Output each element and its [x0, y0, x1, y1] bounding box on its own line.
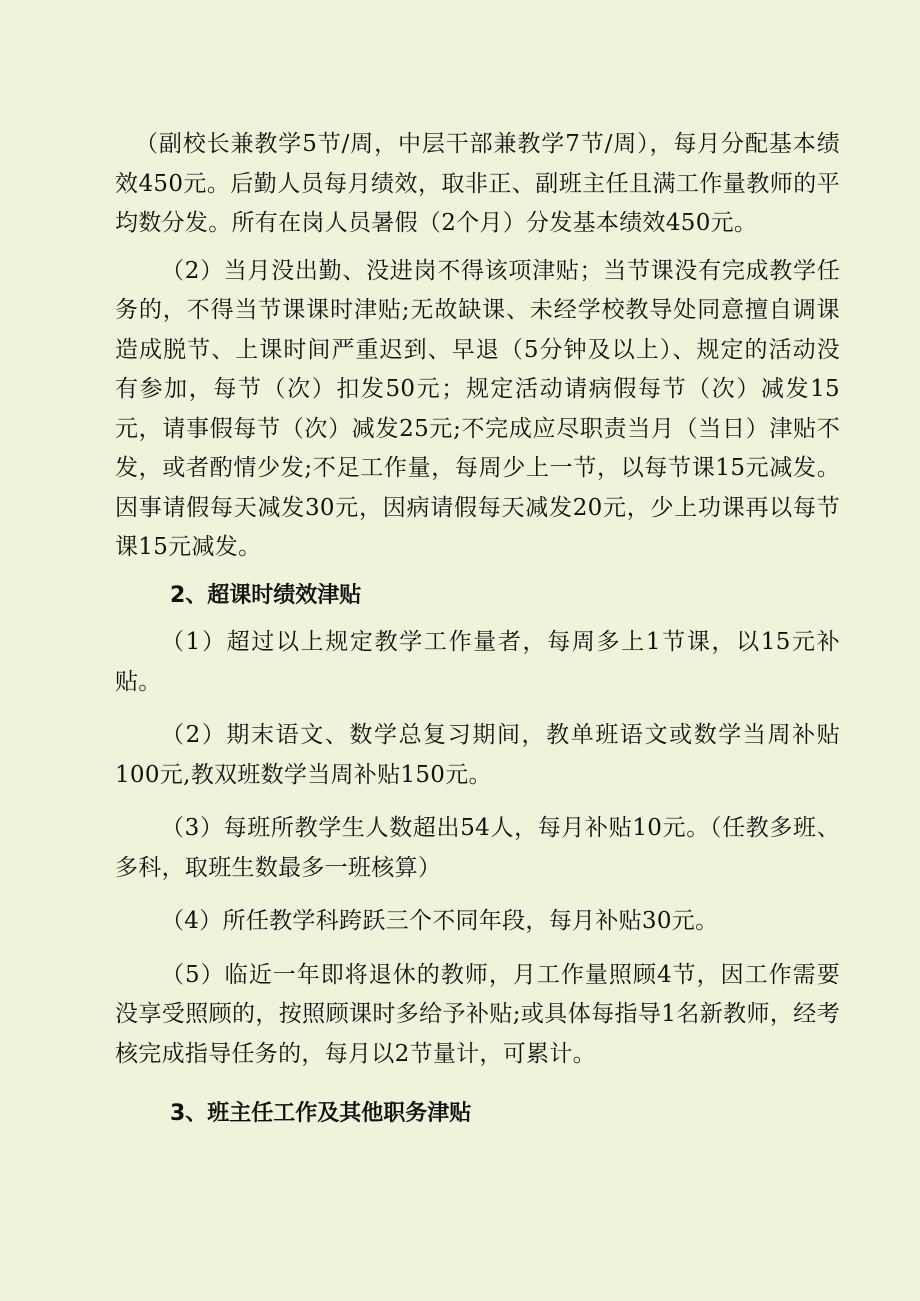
paragraph-continuation: （副校长兼教学5节/周，中层干部兼教学7节/周），每月分配基本绩效450元。后勤人员每月绩效，取非正、副班主任且满工作量教师的平均数分发。所有在岗人员暑假（2个月）分发基本绩效450元。 [115, 131, 840, 236]
paragraph-item-4: （4）所任教学科跨跃三个不同年段，每月补贴30元。 [161, 908, 719, 934]
section-heading-3: 3、班主任工作及其他职务津贴 [170, 1101, 472, 1126]
section-heading-2: 2、超课时绩效津贴 [170, 582, 362, 608]
paragraph-item-2b: （2）期末语文、数学总复习期间，教单班语文或数学当周补贴100元,教双班数学当周补贴150元。 [115, 722, 840, 788]
paragraph-item-3: （3）每班所教学生人数超出54人，每月补贴10元。（任教多班、多科，取班生数最多一班核算） [115, 815, 840, 881]
paragraph-item-1: （1）超过以上规定教学工作量者，每周多上1节课，以15元补贴。 [115, 629, 840, 695]
paragraph-item-5: （5）临近一年即将退休的教师，月工作量照顾4节，因工作需要没享受照顾的，按照顾课时多给予补贴;或具体每指导1名新教师，经考核完成指导任务的，每月以2节量计，可累计。 [115, 961, 840, 1067]
paragraph-item-2: （2）当月没出勤、没进岗不得该项津贴；当节课没有完成教学任务的，不得当节课课时津贴;无故缺课、未经学校教导处同意擅自调课造成脱节、上课时间严重迟到、早退（5分钟及以上）、规定的活动没有参加，每节（次）扣发50元；规定活动请病假每节（次）减发15元，请事假每节（次）减发25元;不完成应尽职责当月（当日）津贴不发，或者酌情少发;不足工作量，每周少上一节，以每节课15元减发。因事请假每天减发30元，因病请假每天减发20元，少上功课再以每节课15元减发。 [115, 257, 840, 560]
